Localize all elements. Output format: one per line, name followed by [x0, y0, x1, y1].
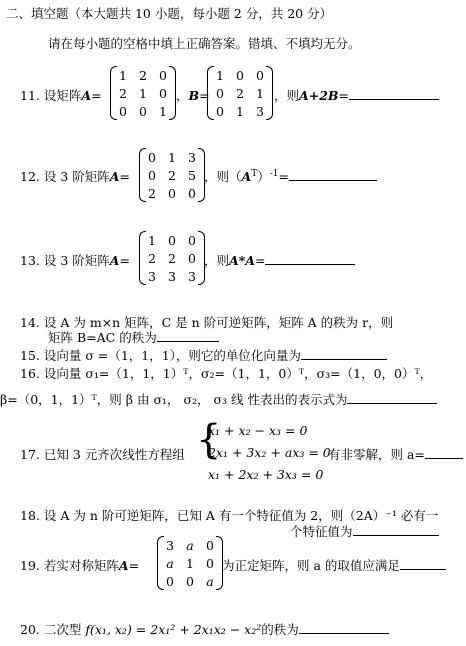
question-11: 11. 设矩阵A= [20, 88, 102, 103]
equation-brace: { [196, 417, 222, 463]
question-12: 12. 设 3 阶矩阵A= [20, 169, 130, 184]
answer-blank-19[interactable] [400, 557, 446, 570]
matrix-a-19: 3 a 0 a 1 0 0 0 a [160, 536, 220, 590]
equation-3: x₁ + 2x₂ + 3x₃ = 0 [208, 467, 324, 482]
answer-blank-16[interactable] [347, 391, 437, 404]
answer-blank-12[interactable] [289, 168, 377, 181]
answer-blank-14[interactable] [157, 329, 219, 342]
matrix-a: 1 2 0 2 1 0 0 0 1 [113, 66, 173, 120]
question-number: 11. [20, 88, 40, 103]
matrix-a-13: 1 0 0 2 2 0 3 3 3 [142, 231, 202, 285]
question-14: 14. 设 A 为 m×n 矩阵，C 是 n 阶可逆矩阵，矩阵 A 的秩为 r，则 [20, 315, 394, 330]
answer-blank-11[interactable] [349, 87, 439, 100]
equation-1: x₁ + x₂ − x₃ = 0 [208, 423, 308, 438]
answer-blank-13[interactable] [265, 252, 355, 265]
answer-blank-17[interactable] [425, 446, 463, 459]
question-17: 17. 已知 3 元齐次线性方程组 [20, 447, 185, 462]
section-instruction: 请在每小题的空格中填上正确答案。错填、不填均无分。 [48, 36, 361, 51]
answer-blank-18[interactable] [353, 523, 439, 536]
question-19: 19. 若实对称矩阵A= [20, 558, 140, 573]
equation-2: 2x₁ + 3x₂ + ax₃ = 0 [208, 445, 331, 460]
question-13: 13. 设 3 阶矩阵A= [20, 253, 130, 268]
question-16: 16. 设向量 σ₁=（1，1，1）ᵀ，σ₂=（1，1，0）ᵀ，σ₃=（1，0，0）ᵀ， [20, 366, 433, 381]
question-18: 18. 设 A 为 n 阶可逆矩阵，已知 A 有一个特征值为 2，则（2A）⁻¹ 必有一 [20, 508, 439, 523]
question-20: 20. 二次型 f(x₁, x₂) = 2x₁² + 2x₁x₂ − x₂²的秩为 [20, 620, 389, 638]
answer-blank-15[interactable] [301, 347, 387, 360]
matrix-a-12: 0 1 3 0 2 5 2 0 0 [142, 148, 202, 202]
answer-blank-20[interactable] [299, 621, 389, 634]
quadratic-form: f(x₁, x₂) = 2x₁² + 2x₁x₂ − x₂² [85, 622, 262, 637]
question-15: 15. 设向量 σ =（1，1，1），则它的单位化向量为 [20, 346, 387, 364]
section-heading: 二、填空题（本大题共 10 小题，每小题 2 分，共 20 分） [6, 6, 333, 21]
matrix-b: 1 0 0 0 2 1 0 1 3 [210, 66, 270, 120]
